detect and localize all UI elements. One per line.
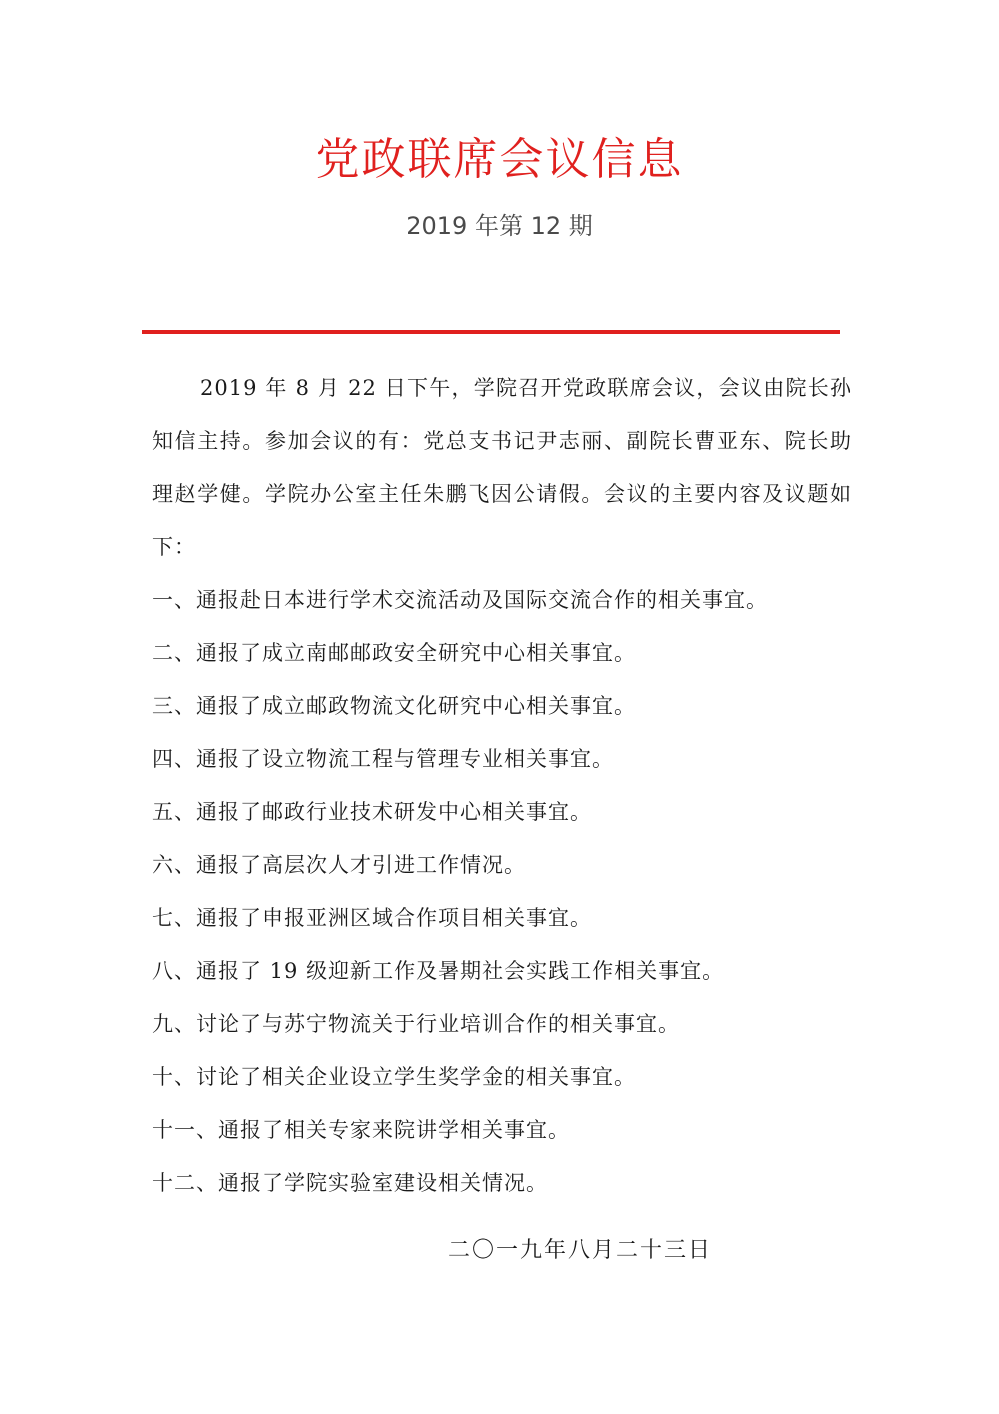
agenda-item-6: 六、通报了高层次人才引进工作情况。	[152, 853, 526, 877]
agenda-item-12: 十二、通报了学院实验室建设相关情况。	[152, 1171, 548, 1195]
red-divider-line	[142, 330, 840, 334]
agenda-item-4: 四、通报了设立物流工程与管理专业相关事宜。	[152, 747, 614, 771]
issue-number: 2019 年第 12 期	[406, 212, 593, 240]
document-title: 党政联席会议信息	[315, 134, 684, 185]
agenda-item-10: 十、讨论了相关企业设立学生奖学金的相关事宜。	[152, 1065, 636, 1089]
agenda-item-1: 一、通报赴日本进行学术交流活动及国际交流合作的相关事宜。	[152, 588, 768, 612]
agenda-item-11: 十一、通报了相关专家来院讲学相关事宜。	[152, 1118, 570, 1142]
agenda-item-5: 五、通报了邮政行业技术研发中心相关事宜。	[152, 800, 592, 824]
agenda-item-3: 三、通报了成立邮政物流文化研究中心相关事宜。	[152, 694, 636, 718]
intro-paragraph: 2019 年 8 月 22 日下午，学院召开党政联席会议，会议由院长孙知信主持。参加会议的有：党总支书记尹志丽、副院长曹亚东、院长助理赵学健。学院办公室主任朱鹏飞因公请假。会议的主要内容及议题如下：	[152, 376, 852, 559]
agenda-item-8: 八、通报了 19 级迎新工作及暑期社会实践工作相关事宜。	[152, 959, 725, 983]
agenda-item-2: 二、通报了成立南邮邮政安全研究中心相关事宜。	[152, 641, 636, 665]
document-body	[152, 362, 852, 1210]
agenda-item-9: 九、讨论了与苏宁物流关于行业培训合作的相关事宜。	[152, 1012, 680, 1036]
document-date: 二〇一九年八月二十三日	[447, 1238, 712, 1263]
agenda-item-7: 七、通报了申报亚洲区域合作项目相关事宜。	[152, 906, 592, 930]
